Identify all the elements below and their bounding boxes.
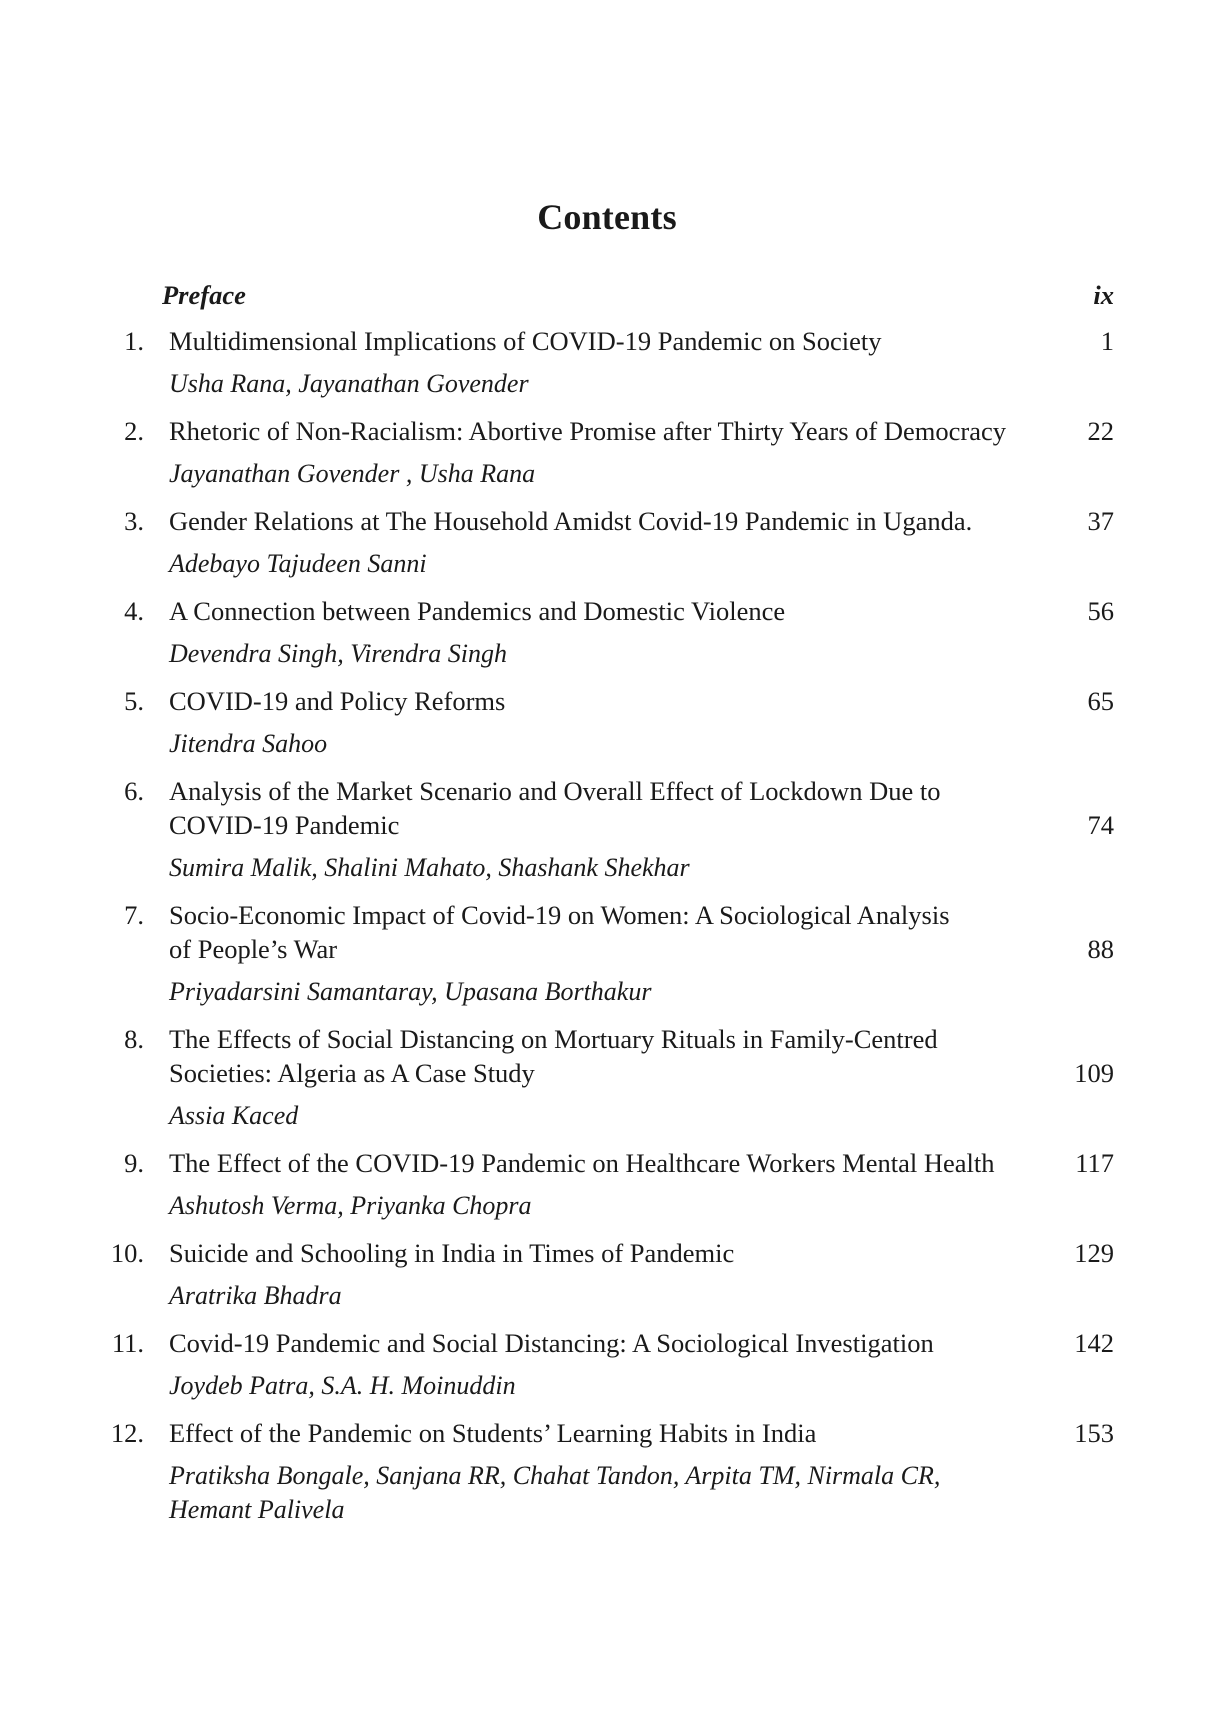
entry-authors: Usha Rana, Jayanathan Govender bbox=[169, 369, 529, 398]
entry-title-line: The Effects of Social Distancing on Mortuary Rituals in Family-Centred bbox=[169, 1024, 938, 1054]
toc-entry[interactable] bbox=[110, 414, 1114, 491]
entry-authors bbox=[169, 1459, 1029, 1527]
entry-authors: Jitendra Sahoo bbox=[169, 729, 328, 758]
entry-number: 8. bbox=[124, 1024, 144, 1054]
entry-authors: Devendra Singh, Virendra Singh bbox=[169, 639, 507, 668]
entry-page-number: 1 bbox=[1100, 326, 1114, 356]
entry-number: 6. bbox=[124, 776, 144, 806]
entry-authors: Priyadarsini Samantaray, Upasana Borthakur bbox=[169, 977, 652, 1006]
entry-number: 4. bbox=[124, 596, 144, 626]
toc-entry[interactable] bbox=[110, 1236, 1114, 1313]
entry-authors: Adebayo Tajudeen Sanni bbox=[169, 549, 427, 578]
entry-page-number: 109 bbox=[1074, 1058, 1114, 1088]
entry-page-number: 22 bbox=[1087, 416, 1114, 446]
toc-entry[interactable] bbox=[110, 324, 1114, 401]
entry-title: Rhetoric of Non-Racialism: Abortive Promise after Thirty Years of Democracy bbox=[169, 416, 1007, 446]
toc-entry[interactable] bbox=[110, 1022, 1114, 1133]
toc-entry[interactable] bbox=[110, 594, 1114, 671]
toc-preface[interactable] bbox=[110, 278, 1114, 312]
entry-title-line: of People’s War bbox=[169, 934, 338, 964]
entry-number: 7. bbox=[124, 900, 144, 930]
entry-authors-line: Pratiksha Bongale, Sanjana RR, Chahat Tandon, Arpita TM, Nirmala CR, bbox=[169, 1461, 941, 1490]
entry-authors: Assia Kaced bbox=[169, 1101, 299, 1130]
preface-label: Preface bbox=[162, 280, 246, 310]
table-of-contents bbox=[110, 278, 1114, 1527]
entry-title: The Effect of the COVID-19 Pandemic on Healthcare Workers Mental Health bbox=[169, 1148, 995, 1178]
entry-page-number: 117 bbox=[1075, 1148, 1114, 1178]
entry-number: 1. bbox=[124, 326, 144, 356]
entry-title: Suicide and Schooling in India in Times of Pandemic bbox=[169, 1238, 735, 1268]
entry-title bbox=[169, 1022, 1029, 1090]
entry-authors: Aratrika Bhadra bbox=[169, 1281, 342, 1310]
toc-entry[interactable] bbox=[110, 684, 1114, 761]
entry-page-number: 129 bbox=[1074, 1238, 1114, 1268]
entry-title: Covid-19 Pandemic and Social Distancing: A Sociological Investigation bbox=[169, 1328, 934, 1358]
toc-entry[interactable] bbox=[110, 1326, 1114, 1403]
entry-number: 2. bbox=[124, 416, 144, 446]
entry-number: 3. bbox=[124, 506, 144, 536]
entry-page-number: 74 bbox=[1087, 810, 1114, 840]
entry-page-number: 142 bbox=[1074, 1328, 1114, 1358]
entry-number: 10. bbox=[110, 1238, 144, 1268]
entry-title: Multidimensional Implications of COVID-19 Pandemic on Society bbox=[169, 326, 882, 356]
entry-page-number: 37 bbox=[1087, 506, 1114, 536]
toc-entry[interactable] bbox=[110, 504, 1114, 581]
entry-title: Gender Relations at The Household Amidst Covid-19 Pandemic in Uganda. bbox=[169, 506, 973, 536]
page-title: Contents bbox=[537, 197, 677, 237]
entry-authors: Ashutosh Verma, Priyanka Chopra bbox=[169, 1191, 532, 1220]
entry-page-number: 88 bbox=[1087, 934, 1114, 964]
entry-title: Effect of the Pandemic on Students’ Learning Habits in India bbox=[169, 1418, 817, 1448]
entry-authors-line: Hemant Palivela bbox=[169, 1495, 345, 1524]
entry-number: 11. bbox=[111, 1328, 144, 1358]
entry-title bbox=[169, 774, 1029, 842]
entry-title: COVID-19 and Policy Reforms bbox=[169, 686, 506, 716]
toc-entry[interactable] bbox=[110, 1146, 1114, 1223]
toc-entry[interactable] bbox=[110, 1416, 1114, 1527]
toc-entry[interactable] bbox=[110, 898, 1114, 1009]
entry-authors: Sumira Malik, Shalini Mahato, Shashank Shekhar bbox=[169, 853, 690, 882]
entry-page-number: 65 bbox=[1087, 686, 1114, 716]
entry-title-line: COVID-19 Pandemic bbox=[169, 810, 400, 840]
toc-entry[interactable] bbox=[110, 774, 1114, 885]
entry-page-number: 56 bbox=[1087, 596, 1114, 626]
entry-title bbox=[169, 898, 1029, 966]
entry-title-line: Societies: Algeria as A Case Study bbox=[169, 1058, 535, 1088]
entry-number: 9. bbox=[124, 1148, 144, 1178]
entry-title-line: Socio-Economic Impact of Covid-19 on Women: A Sociological Analysis bbox=[169, 900, 950, 930]
entry-title-line: Analysis of the Market Scenario and Overall Effect of Lockdown Due to bbox=[169, 776, 941, 806]
entry-number: 12. bbox=[110, 1418, 144, 1448]
entry-page-number: 153 bbox=[1074, 1418, 1114, 1448]
preface-page-number: ix bbox=[1093, 280, 1114, 310]
entry-title: A Connection between Pandemics and Domestic Violence bbox=[169, 596, 786, 626]
entry-number: 5. bbox=[124, 686, 144, 716]
entry-authors: Jayanathan Govender , Usha Rana bbox=[169, 459, 536, 488]
entry-authors: Joydeb Patra, S.A. H. Moinuddin bbox=[169, 1371, 516, 1400]
